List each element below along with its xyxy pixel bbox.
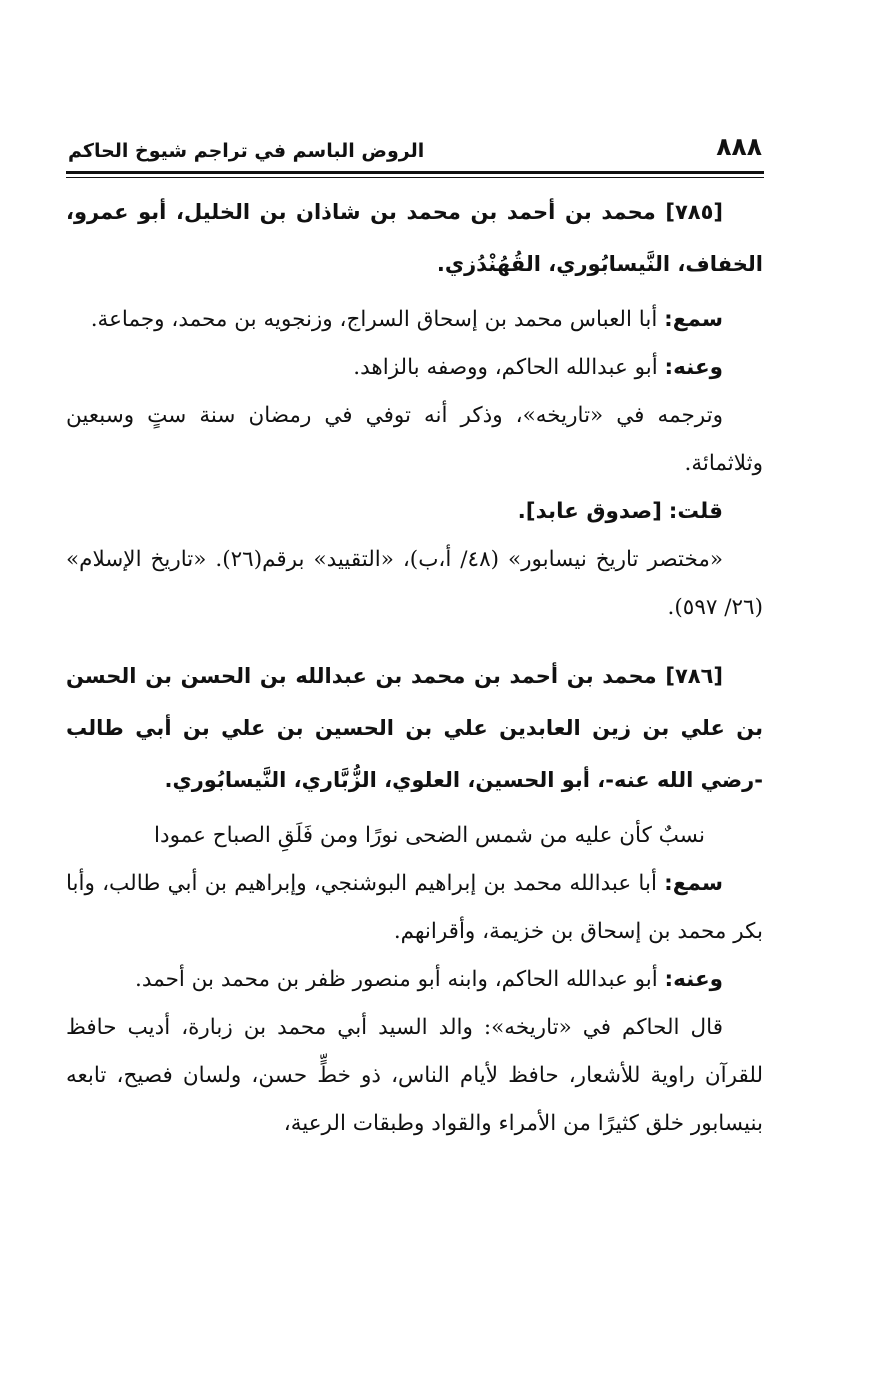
sami-text: أبا العباس محمد بن إسحاق السراج، وزنجويه بن محمد، وجماعة.	[90, 307, 658, 332]
entry-785-sami	[66, 296, 763, 344]
anhu-text: أبو عبدالله الحاكم، وابنه أبو منصور ظفر بن محمد بن أحمد.	[135, 967, 658, 992]
header-rule-thin	[66, 177, 764, 178]
anhu-label: وعنه:	[664, 967, 723, 992]
entry-786-qala: قال الحاكم في «تاريخه»: والد السيد أبي محمد بن زبارة، أديب حافظ للقرآن راوية للأشعار، حافظ لأيام الناس، ذو خطٍّ حسن، ولسان فصيح، تابعه بنيسابور خلق كثيرًا من الأمراء والقواد وطبقات الرعية،	[66, 1015, 763, 1136]
qultu-text: [صدوق عابد].	[517, 499, 662, 524]
sami-label: سمع:	[664, 307, 723, 332]
qultu-label: قلت:	[668, 499, 723, 524]
entry-785-tarjama: وترجمه في «تاريخه»، وذكر أنه توفي في رمضان سنة ستٍ وسبعين وثلاثمائة.	[66, 403, 763, 476]
entry-785-references: «مختصر تاريخ نيسابور» (٤٨/ أ،ب)، «التقييد» برقم(٢٦). «تاريخ الإسلام» (٢٦/ ٥٩٧).	[66, 547, 763, 620]
anhu-text: أبو عبدالله الحاكم، ووصفه بالزاهد.	[353, 355, 658, 380]
page-number: ٨٨٨	[716, 132, 762, 161]
entry-786-heading: [٧٨٦] محمد بن أحمد بن محمد بن عبدالله بن الحسن بن الحسن بن علي بن زين العابدين علي بن الحسين بن علي بن أبي طالب -رضي الله عنه-، أبو الحسين، العلوي، الزُّبَّاري، النَّيسابُوري.	[66, 664, 763, 792]
entry-786-poem-verse: نسبٌ كأن عليه من شمس الضحى نورًا ومن فَلَقِ الصباح عمودا	[154, 823, 705, 848]
sami-label: سمع:	[664, 871, 724, 896]
entry-785-qultu	[66, 488, 763, 536]
sami-text: أبا عبدالله محمد بن إبراهيم البوشنجي، وإبراهيم بن أبي طالب، وأبا بكر محمد بن إسحاق بن خزيمة، وأقرانهم.	[66, 871, 763, 944]
entry-785-heading: [٧٨٥] محمد بن أحمد بن محمد بن شاذان بن الخليل، أبو عمرو، الخفاف، النَّيسابُوري، القُهُنْدُزي.	[66, 200, 763, 276]
page-body	[66, 186, 763, 1148]
entry-separator	[66, 632, 763, 650]
page-header	[68, 128, 762, 172]
entry-785-anhu	[66, 344, 763, 392]
entry-786-anhu	[66, 956, 763, 1004]
anhu-label: وعنه:	[664, 355, 723, 380]
running-title: الروض الباسم في تراجم شيوخ الحاكم	[68, 140, 425, 162]
header-rule-thick	[66, 171, 764, 174]
entry-786-sami	[66, 860, 763, 956]
